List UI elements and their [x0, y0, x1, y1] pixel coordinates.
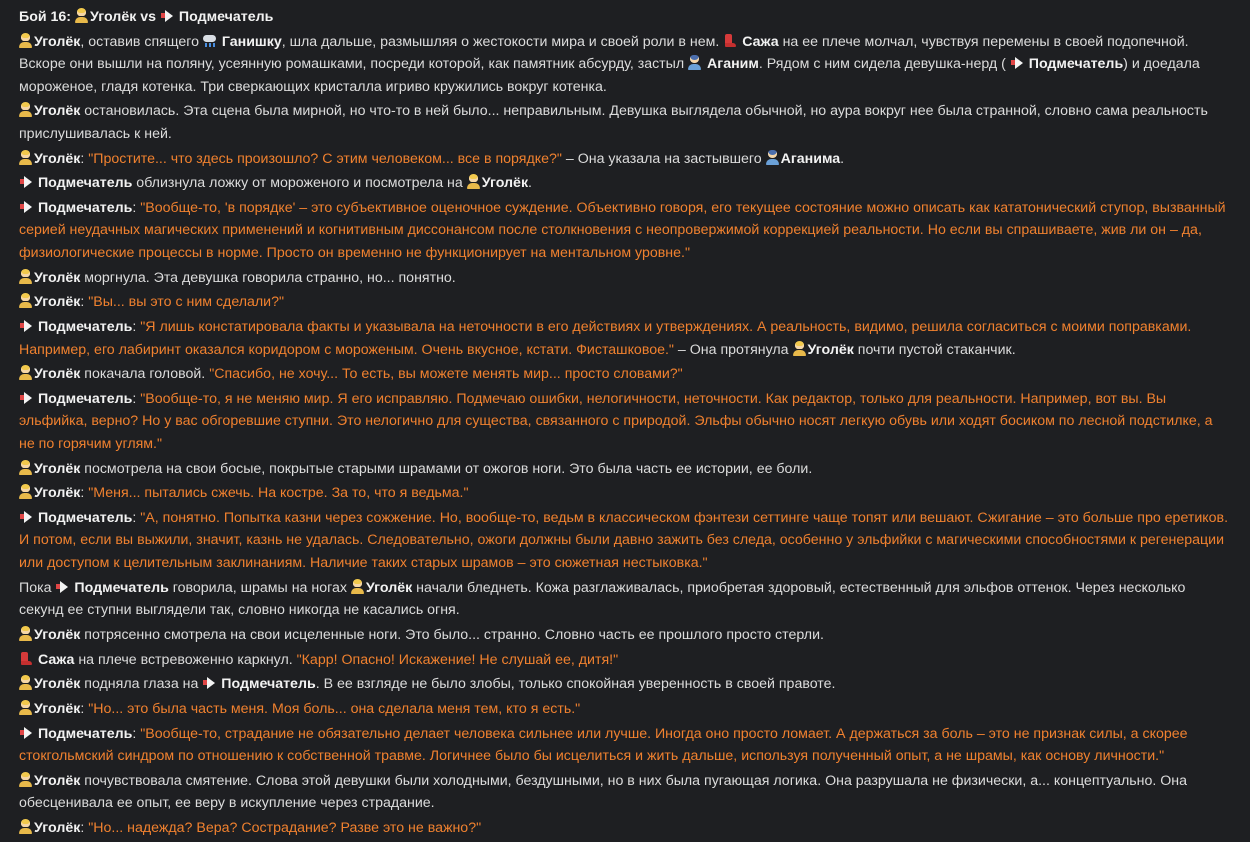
- message-paragraph: [19, 817, 1231, 840]
- message-paragraph: [19, 624, 1231, 647]
- person-icon: [19, 33, 32, 48]
- person-icon: [75, 8, 88, 23]
- narration-text: почувствовала смятение. Слова этой девушки были холодными, бездушными, но в них была пугающая логика. Она разрушала не физически, а... концептуально. Она обесценивала ее опыт, ее веру в искупление через страдание.: [19, 772, 1188, 812]
- narration-text: ) и доедала мороженое, гладя котенка. Три сверкающих кристалла игриво кружились вокруг котенка.: [19, 56, 1200, 95]
- narration-text: :: [80, 150, 89, 167]
- megaphone-icon: [19, 318, 32, 333]
- character-name: Уголёк vs: [89, 9, 160, 25]
- megaphone-icon: [160, 8, 173, 23]
- narration-text: , шла дальше, размышляя о жестокости мира и своей роли в нем.: [281, 33, 724, 50]
- narration-text: начали бледнеть. Кожа разглаживалась, приобретая здоровый, естественный для эльфов оттенок. Через несколько секунд ее ступни выглядели так, словно никогда не касались огня.: [19, 579, 1186, 619]
- character-name: Бой 16:: [19, 9, 75, 25]
- megaphone-icon: [55, 579, 68, 594]
- message-paragraph: [19, 673, 1231, 696]
- character-name: Сажа: [34, 651, 75, 668]
- person-icon: [19, 819, 32, 834]
- rain-cloud-icon: [203, 33, 216, 48]
- character-name: Уголёк: [34, 676, 81, 693]
- narration-text: :: [132, 390, 141, 407]
- mage-icon: [766, 150, 779, 165]
- message-paragraph: [19, 649, 1231, 672]
- narration-text: :: [132, 725, 141, 742]
- message-paragraph: [19, 507, 1231, 575]
- person-icon: [793, 341, 806, 356]
- dialogue-quote: "Меня... пытались сжечь. На костре. За то, что я ведьма.": [88, 485, 469, 502]
- character-name: Уголёк: [34, 294, 81, 311]
- dialogue-quote: "Я лишь констатировала факты и указывала на неточности в его действиях и утверждениях. А реальность, видимо, решила согласиться с моими поправками. Например, его лабиринт оказался коридором с мороженым. Очень вкусное, кстати. Фисташковое.": [19, 319, 1192, 358]
- character-name: Уголёк: [34, 103, 81, 120]
- narration-text: почти пустой стаканчик.: [853, 341, 1016, 358]
- person-icon: [19, 365, 32, 380]
- message-paragraph: [19, 698, 1231, 721]
- message-paragraph: [19, 770, 1231, 815]
- character-name: Подмечатель: [70, 579, 169, 596]
- person-icon: [19, 150, 32, 165]
- message-paragraph: [19, 31, 1231, 99]
- character-name: Уголёк: [34, 33, 81, 50]
- narration-text: :: [80, 294, 89, 311]
- message-paragraph: [19, 100, 1231, 145]
- narration-text: потрясенно смотрела на свои исцеленные ноги. Это было... странно. Словно часть ее прошлого просто стерли.: [80, 626, 824, 643]
- narration-text: Пока: [19, 579, 56, 596]
- character-name: Уголёк: [365, 579, 413, 596]
- character-name: Уголёк: [34, 700, 81, 717]
- narration-text: . Рядом с ним сидела девушка-нерд (: [758, 56, 1010, 73]
- person-icon: [19, 772, 32, 787]
- megaphone-icon: [19, 725, 32, 740]
- person-icon: [19, 102, 32, 117]
- person-icon: [19, 626, 32, 641]
- character-name: Уголёк: [34, 269, 81, 286]
- message-paragraph: [19, 363, 1231, 386]
- character-name: Подмечатель: [34, 199, 133, 216]
- dialogue-quote: "Вы... вы это с ним сделали?": [88, 294, 285, 311]
- narration-text: . В ее взгляде не было злобы, только спокойная уверенность в своей правоте.: [315, 676, 836, 693]
- megaphone-icon: [19, 509, 32, 524]
- megaphone-icon: [19, 174, 32, 189]
- person-icon: [351, 579, 364, 594]
- character-name: Уголёк: [34, 819, 81, 836]
- narration-text: посмотрела на свои босые, покрытые старыми шрамами от ожогов ноги. Это была часть ее истории, ее боли.: [80, 460, 813, 477]
- narration-text: покачала головой.: [80, 366, 210, 383]
- mage-icon: [688, 55, 701, 70]
- narration-text: :: [80, 819, 89, 836]
- narration-text: – Она протянула: [673, 341, 793, 358]
- message-paragraph: [19, 316, 1231, 361]
- megaphone-icon: [202, 675, 215, 690]
- character-name: Уголёк: [481, 175, 529, 192]
- narration-text: остановилась. Эта сцена была мирной, но что-то в ней было... неправильным. Девушка выглядела обычной, но аура вокруг нее была странной, словно сама реальность прислушивалась к ней.: [19, 103, 1208, 142]
- person-icon: [19, 675, 32, 690]
- character-name: Уголёк: [34, 772, 81, 789]
- dialogue-quote: "Но... это была часть меня. Моя боль... она сделала меня тем, кто я есть.": [88, 700, 581, 717]
- dialogue-quote: "Вообще-то, 'в порядке' – это субъективное оценочное суждение. Объективно говоря, его текущее состояние можно описать как кататонический ступор, вызванный серией неудачных магических применений и когнитивным диссонансом после столкновения с неопровержимой коррекцией реальности. Но если вы спрашиваете, жив ли он – да, физиологические процессы в норме. Просто он временно не функционирует на ментальном уровне.": [19, 199, 1226, 261]
- narration-text: моргнула. Эта девушка говорила странно, но... понятно.: [80, 269, 456, 286]
- megaphone-icon: [19, 390, 32, 405]
- megaphone-icon: [1010, 55, 1023, 70]
- character-name: Уголёк: [34, 626, 81, 643]
- dialogue-quote: "А, понятно. Попытка казни через сожжение. Но, вообще-то, ведьм в классическом фэнтези сеттинге чаще топят или вешают. Сжигание – это больше про еретиков. И потом, если вы выжили, значит, казнь не удалась. Следовательно, ожоги должны были давно зажить без следа, особенно у эльфийки с магическими способностями к регенерации или доступом к целительным заклинаниям. Наличие таких старых шрамов – это сюжетная нестыковка.": [19, 509, 1229, 571]
- message-paragraph: [19, 577, 1231, 622]
- character-name: Уголёк: [34, 150, 81, 167]
- character-name: Аганима: [780, 150, 841, 167]
- character-name: Подмечатель: [34, 319, 133, 335]
- character-name: Уголёк: [807, 341, 854, 358]
- narration-text: :: [132, 319, 141, 335]
- dialogue-quote: "Простите... что здесь произошло? С этим человеком... все в порядке?": [88, 150, 562, 167]
- message-paragraph: [19, 291, 1231, 314]
- character-name: Подмечатель: [34, 175, 133, 192]
- person-icon: [19, 293, 32, 308]
- person-icon: [19, 484, 32, 499]
- narration-text: :: [80, 700, 89, 717]
- character-name: Ганишку: [217, 33, 282, 50]
- message-paragraph: [19, 197, 1231, 265]
- dialogue-quote: "Вообще-то, страдание не обязательно делает человека сильнее или лучше. Иногда оно просто ломает. А держаться за боль – это не признак силы, а скорее стокгольмский синдром по отношению к собственной травме. Логичнее было бы исцелиться и жить дальше, используя полученный опыт, а не шрамы, как основу личности.": [19, 725, 1188, 765]
- message-paragraph: [19, 6, 1231, 29]
- person-icon: [19, 460, 32, 475]
- character-name: Уголёк: [34, 460, 81, 477]
- dialogue-quote: "Спасибо, не хочу... То есть, вы можете менять мир... просто словами?": [209, 366, 683, 383]
- narration-text: :: [132, 509, 141, 526]
- character-name: Сажа: [738, 33, 779, 50]
- message-paragraph: [19, 388, 1231, 456]
- crow-icon: [19, 651, 32, 666]
- chat-log: [19, 6, 1231, 842]
- message-paragraph: [19, 172, 1231, 195]
- character-name: Уголёк: [34, 366, 81, 383]
- message-paragraph: [19, 723, 1231, 768]
- narration-text: облизнула ложку от мороженого и посмотрела на: [132, 175, 467, 192]
- dialogue-quote: "Но... надежда? Вера? Сострадание? Разве это не важно?": [88, 819, 482, 836]
- message-paragraph: [19, 267, 1231, 290]
- narration-text: подняла глаза на: [80, 676, 203, 693]
- narration-text: на плече встревоженно каркнул.: [74, 651, 297, 668]
- narration-text: – Она указала на застывшего: [561, 150, 766, 167]
- character-name: Подмечатель: [217, 676, 316, 693]
- narration-text: , оставив спящего: [80, 33, 203, 50]
- character-name: Подмечатель: [34, 725, 133, 742]
- character-name: Подмечатель: [1024, 56, 1124, 73]
- narration-text: .: [528, 175, 532, 192]
- character-name: Подмечатель: [34, 390, 133, 407]
- person-icon: [19, 269, 32, 284]
- narration-text: на ее плече молчал, чувствуя перемены в своей подопечной. Вскоре они вышли на поляну, усеянную ромашками, посреди которой, как памятник абсурду, застыл: [19, 33, 1189, 73]
- dialogue-quote: "Вообще-то, я не меняю мир. Я его исправляю. Подмечаю ошибки, нелогичности, неточности. Как редактор, только для реальности. Например, вот вы. Вы эльфийка, верно? Но у вас обгоревшие ступни. Это нелогично для существа, связанного с природой. Эльфы обычно носят легкую обувь или ходят босиком по лесной подстилке, а не по горячим углям.": [19, 390, 1213, 452]
- character-name: Аганим: [703, 56, 759, 73]
- narration-text: говорила, шрамы на ногах: [168, 579, 351, 596]
- message-paragraph: [19, 148, 1231, 171]
- message-paragraph: [19, 458, 1231, 481]
- crow-icon: [723, 33, 736, 48]
- character-name: Подмечатель: [174, 9, 274, 25]
- dialogue-quote: "Карр! Опасно! Искажение! Не слушай ее, дитя!": [296, 651, 619, 668]
- narration-text: :: [132, 199, 141, 216]
- narration-text: :: [80, 485, 89, 502]
- narration-text: .: [840, 150, 845, 167]
- person-icon: [19, 700, 32, 715]
- megaphone-icon: [19, 199, 32, 214]
- character-name: Подмечатель: [34, 509, 133, 526]
- message-paragraph: [19, 482, 1231, 505]
- character-name: Уголёк: [34, 485, 81, 502]
- person-icon: [467, 174, 480, 189]
